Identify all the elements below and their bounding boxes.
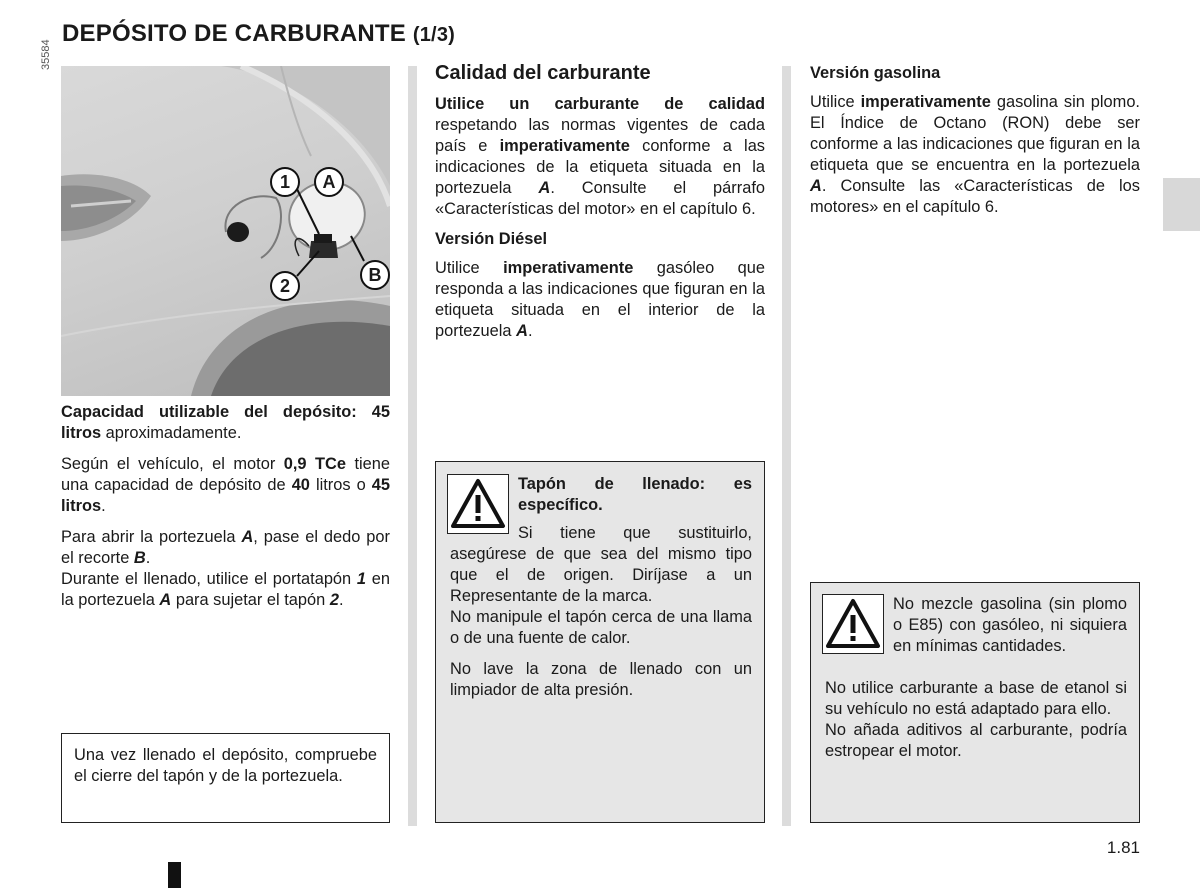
chapter-edge-tab [1163,178,1200,231]
fuel-flap-drawing [61,66,390,396]
title-part: (1/3) [412,24,455,46]
tank-40: 40 [291,476,310,494]
column-divider-2 [782,66,791,826]
right-column [810,64,1140,218]
open-text: Para abrir la portezuela [61,528,236,546]
note-text: Una vez llenado el depósito, compruebe el cierre del tapón y de la portezuela. [74,746,377,785]
diesel-heading: Versión Diésel [435,230,548,248]
petrol-bold: imperativamente [860,93,991,111]
ref-a-4: A [516,322,528,340]
ref-a-2: A [159,591,172,609]
callout-b: B [360,260,390,290]
petrol-text-3: . Consulte las «Características de los motores» en el capítulo 6. [810,177,1140,216]
engine-model: 0,9 TCe [283,455,346,473]
diesel-paragraph [435,258,765,342]
petrol-heading: Versión gasolina [810,64,941,82]
tank-45: 45 litros [61,476,391,515]
fill-text-2: en la portezuela [61,570,390,609]
open-paragraph [61,527,390,569]
column-divider-1 [408,66,417,826]
callout-a: A [314,167,344,197]
page-title [62,20,455,48]
open-end: . [145,549,151,567]
capacity-suffix: aproximadamente. [105,424,242,442]
fill-end: . [338,591,344,609]
ref-b: B [133,549,146,567]
warning-title: Tapón de llenado: es específico. [518,475,752,514]
warning-box-fuel [810,582,1140,823]
quality-bold: Utilice un carburante de calidad [435,95,765,113]
petrol-text: Utilice [810,93,855,111]
quality-text-2: conforme a las indicaciones de la etiqueta situada en la portezuela [435,137,765,197]
engine-text: Según el vehículo, el motor [61,455,276,473]
fill-paragraph [61,569,390,611]
ref-a: A [241,528,254,546]
diesel-text-2: gasóleo que responda a las indicaciones que figuran en la etiqueta situada en el interior de la portezuela [435,259,765,340]
petrol-paragraph [810,92,1140,218]
section-heading: Calidad del carburante [435,62,651,84]
warning-text-1: Si tiene que sustituirlo, asegúrese de que sea del mismo tipo que el de origen. Diríjase a un Representante de la marca. [450,524,752,605]
fill-text: Durante el llenado, utilice el portatapón [61,570,352,588]
diesel-text: Utilice [435,259,480,277]
title-text: DEPÓSITO DE CARBURANTE [62,20,406,47]
warning-text-3: No lave la zona de llenado con un limpiador de alta presión. [450,660,752,699]
capacity-label: Capacidad utilizable del depósito: [61,403,357,421]
quality-text-3: . Consulte el párrafo «Características del motor» en el capítulo 6. [435,179,765,218]
capacity-value: 45 litros [61,403,390,442]
fuel-warning-1: No mezcle gasolina (sin plomo o E85) con gasóleo, ni siquiera en mínimas cantidades. [893,595,1127,655]
warning-box-cap [435,461,765,823]
ref-2: 2 [329,591,339,609]
petrol-text-2: gasolina sin plomo. El Índice de Octano (RON) debe ser conforme a las indicaciones que figuran en la etiqueta que se encuentra en la portezuela [810,93,1140,174]
fuel-warning-3: No añada aditivos al carburante, podría estropear el motor. [825,721,1127,760]
fuel-flap-illustration [61,66,390,396]
diesel-bold: imperativamente [503,259,634,277]
diesel-end: . [527,322,533,340]
warning-icon-2 [822,594,884,654]
ref-a-5: A [810,177,822,195]
crop-mark [168,862,181,888]
quality-paragraph [435,94,765,220]
quality-bold-2: imperativamente [499,137,630,155]
ref-a-3: A [538,179,551,197]
callout-2: 2 [270,271,300,301]
engine-end: . [101,497,106,515]
fill-text-3: para sujetar el tapón [175,591,326,609]
page-number: 1.81 [1106,838,1140,857]
engine-paragraph [61,454,390,517]
engine-text-3: litros o [315,476,366,494]
engine-text-2: tiene una capacidad de depósito de [61,455,390,494]
warning-text-2: No manipule el tapón cerca de una llama o de una fuente de calor. [450,608,752,647]
callout-1: 1 [270,167,300,197]
ref-1: 1 [356,570,367,588]
figure-code: 35584 [40,39,52,70]
open-text-2: , pase el dedo por el recorte [61,528,390,567]
middle-column [435,62,765,342]
quality-text: respetando las normas vigentes de cada país e [435,116,765,155]
capacity-paragraph [61,402,390,444]
note-box [61,733,390,823]
fuel-warning-2: No utilice carburante a base de etanol si su vehículo no está adaptado para ello. [825,679,1127,718]
left-column [61,402,390,611]
